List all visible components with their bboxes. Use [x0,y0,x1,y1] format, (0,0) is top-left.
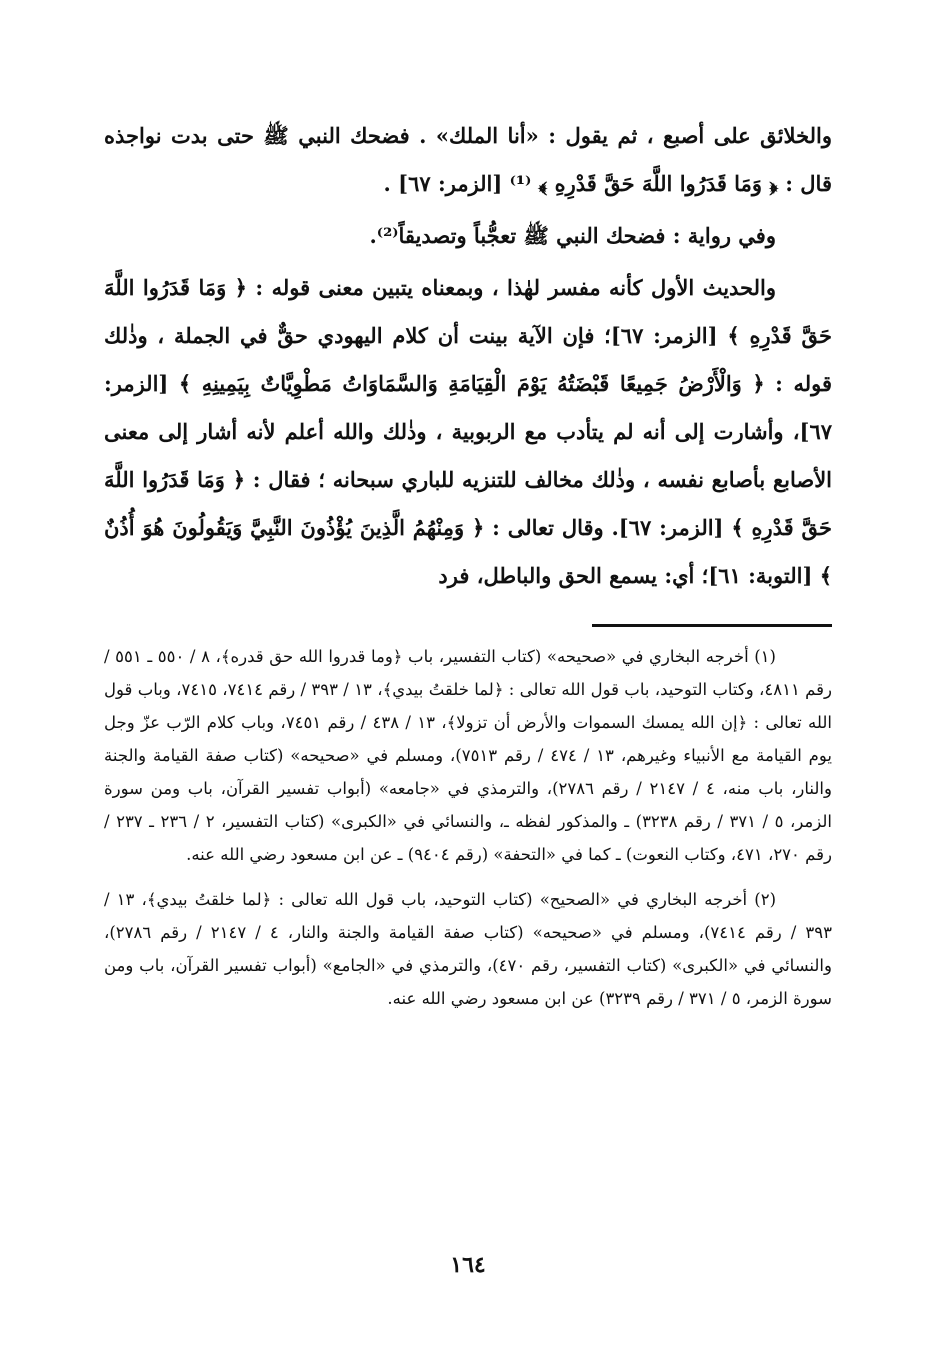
main-text [104,112,832,600]
page-number: ١٦٤ [450,1252,486,1278]
footnote-separator [592,624,832,627]
paragraph-2: وفي رواية : فضحك النبي ﷺ تعجُّباً وتصديقاً⁽²⁾. [369,223,776,248]
footnote-2: (٢) أخرجه البخاري في «الصحيح» (كتاب التوحيد، باب قول الله تعالى : ﴿لما خلقتُ بيدي﴾، ١٣ / ٣٩٣ / رقم ٧٤١٤)، ومسلم في «صحيحه» (كتاب صفة القيامة والجنة والنار، ٤ / ٢١٤٧ / رقم ٢٧٨٦)، والنسائي في «الكبرى» (كتاب التفسير، رقم ٤٧٠)، والترمذي في «الجامع» (أبواب تفسير القرآن، باب ومن سورة الزمر، ٥ / ٣٧١ / رقم ٣٢٣٩) عن ابن مسعود رضي الله عنه. [104,890,832,1008]
paragraph-1: والخلائق على أصبع ، ثم يقول : «أنا الملك» . فضحك النبي ﷺ حتى بدت نواجذه قال : ﴿ وَمَا قَدَرُوا اللَّهَ حَقَّ قَدْرِهِ ﴾ ⁽¹⁾ [الزمر: ٦٧] . [104,123,832,196]
footnote-1: (١) أخرجه البخاري في «صحيحه» (كتاب التفسير، باب ﴿وما قدروا الله حق قدره﴾، ٨ / ٥٥٠ ـ ٥٥١ / رقم ٤٨١١، وكتاب التوحيد، باب قول الله تعالى : ﴿لما خلقتُ بيدي﴾، ١٣ / ٣٩٣ / رقم ٧٤١٤، ٧٤١٥، وباب قول الله تعالى : ﴿إن الله يمسك السموات والأرض أن تزولا﴾، ١٣ / ٤٣٨ / رقم ٧٤٥١، وباب كلام الرّب عزّ وجل يوم القيامة مع الأنبياء وغيرهم، ١٣ / ٤٧٤ / رقم ٧٥١٣)، ومسلم في «صحيحه» (كتاب صفة القيامة والجنة والنار، باب منه، ٤ / ٢١٤٧ / رقم ٢٧٨٦)، والترمذي في «جامعه» (أبواب تفسير القرآن، باب ومن سورة الزمر، ٥ / ٣٧١ / رقم ٣٢٣٨) ـ والمذكور لفظه ـ، والنسائي في «الكبرى» (كتاب التفسير، ٢ / ٢٣٦ ـ ٢٣٧ / رقم ٢٧٠، ٤٧١، وكتاب النعوت) ـ كما في «التحفة» (رقم ٩٤٠٤) ـ عن ابن مسعود رضي الله عنه. [104,647,833,864]
footnotes [104,640,832,1027]
paragraph-3: والحديث الأول كأنه مفسر لهٰذا ، وبمعناه يتبين معنى قوله : ﴿ وَمَا قَدَرُوا اللَّهَ حَقَّ قَدْرِهِ ﴾ [الزمر: ٦٧]؛ فإن الآية بينت أن كلام اليهودي حقٌّ في الجملة ، وذٰلك قوله : ﴿ وَالْأَرْضُ جَمِيعًا قَبْضَتُهُ يَوْمَ الْقِيَامَةِ وَالسَّمَاوَاتُ مَطْوِيَّاتٌ بِيَمِينِهِ ﴾ [الزمر: ٦٧]، وأشارت إلى أنه لم يتأدب مع الربوبية ، وذٰلك والله أعلم لأنه أشار إلى معنى الأصابع بأصابع نفسه ، وذٰلك مخالف للتنزيه للباري سبحانه ؛ فقال : ﴿ وَمَا قَدَرُوا اللَّهَ حَقَّ قَدْرِهِ ﴾ [الزمر: ٦٧]. وقال تعالى : ﴿ وَمِنْهُمُ الَّذِينَ يُؤْذُونَ النَّبِيَّ وَيَقُولُونَ هُوَ أُذُنٌ ﴾ [التوبة: ٦١]؛ أي: يسمع الحق والباطل، فرد [104,275,833,588]
